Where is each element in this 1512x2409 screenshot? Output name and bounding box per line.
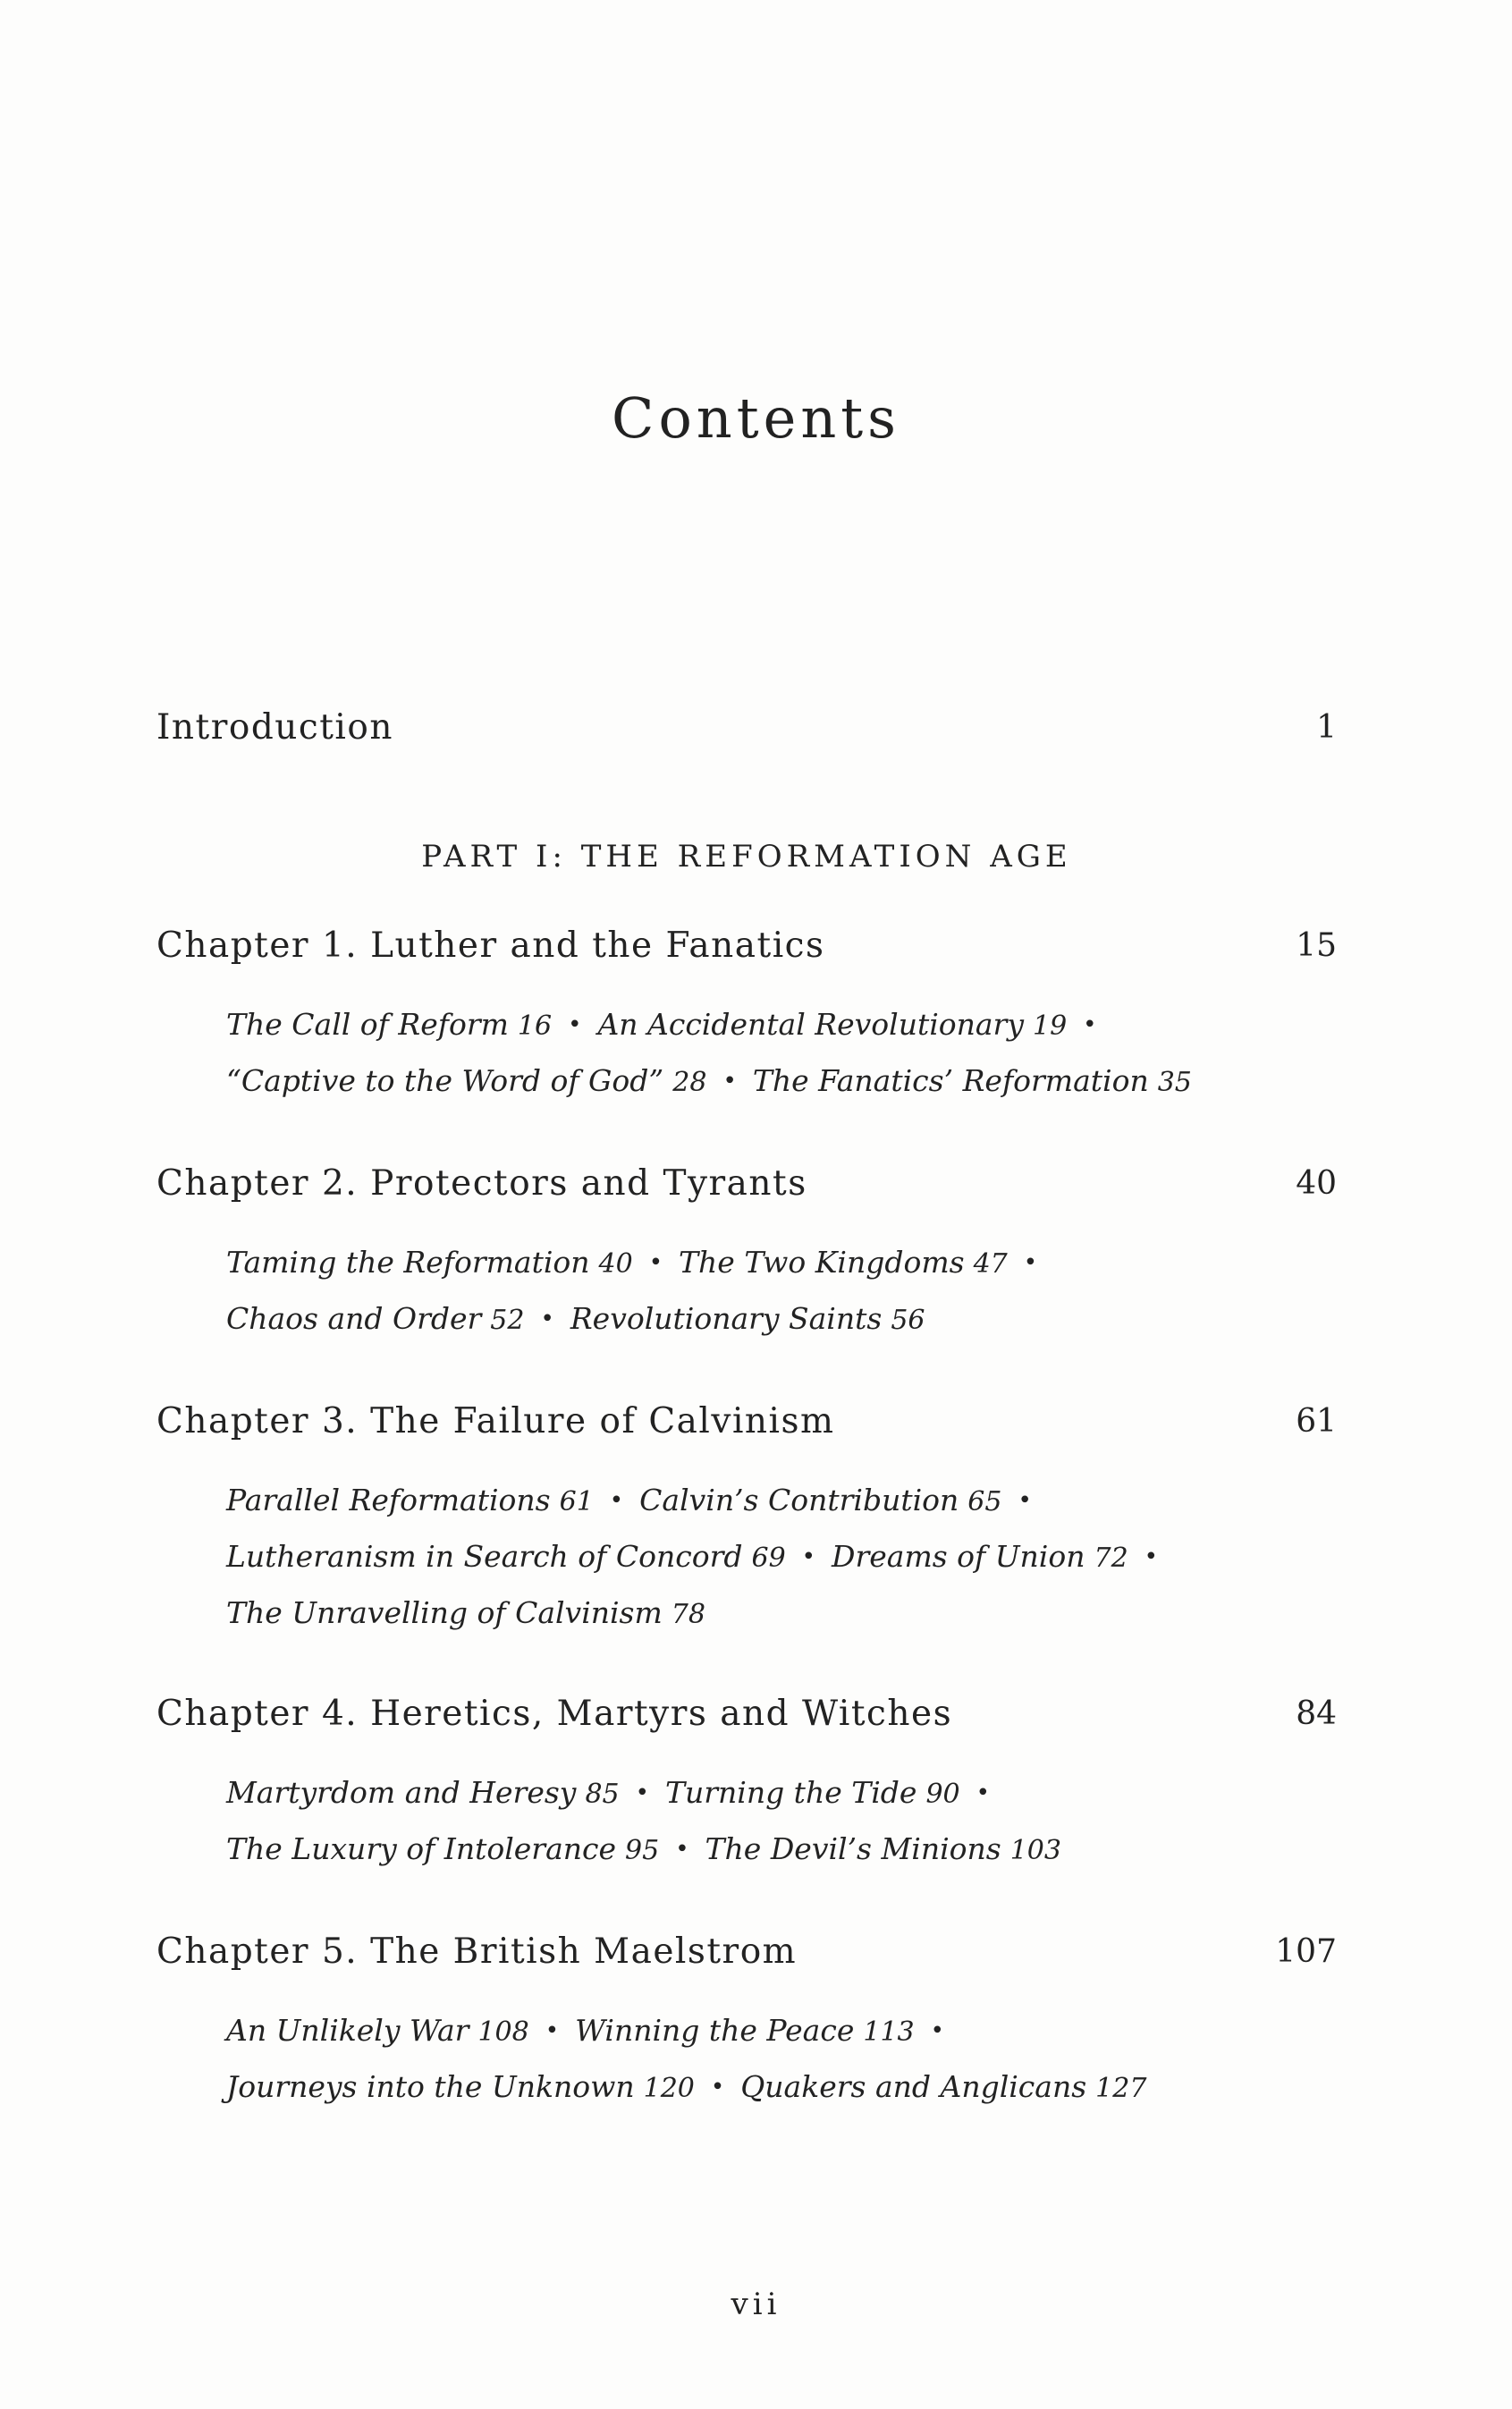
chapter-page-number: 61 bbox=[1296, 1403, 1337, 1440]
chapter-title: Chapter 4. Heretics, Martyrs and Witches bbox=[156, 1694, 953, 1734]
section-line bbox=[226, 1765, 1246, 1822]
section-entry[interactable]: An Unlikely War 108 bbox=[226, 2013, 529, 2048]
bullet-separator: • bbox=[609, 1487, 624, 1514]
part-heading: PART I: THE REFORMATION AGE bbox=[421, 839, 1072, 875]
chapter-3-sections bbox=[226, 1473, 1246, 1642]
section-entry[interactable]: Chaos and Order 52 bbox=[226, 1301, 525, 1336]
section-entry[interactable]: The Luxury of Intolerance 95 bbox=[226, 1831, 660, 1866]
bullet-separator: • bbox=[1018, 1487, 1032, 1514]
section-entry[interactable]: Dreams of Union 72 bbox=[832, 1539, 1128, 1574]
section-entry[interactable]: An Accidental Revolutionary 19 bbox=[597, 1007, 1068, 1042]
section-line bbox=[226, 1235, 1246, 1291]
section-entry[interactable]: Quakers and Anglicans 127 bbox=[740, 2069, 1147, 2104]
section-entry[interactable]: Taming the Reformation 40 bbox=[226, 1245, 633, 1280]
section-line bbox=[226, 2059, 1246, 2116]
section-line bbox=[226, 1822, 1246, 1878]
section-entry[interactable]: The Fanatics’ Reformation 35 bbox=[752, 1063, 1192, 1098]
bullet-separator: • bbox=[930, 2017, 944, 2044]
section-line bbox=[226, 1529, 1246, 1585]
section-line bbox=[226, 1291, 1246, 1348]
chapter-page-number: 84 bbox=[1296, 1695, 1337, 1732]
page-title: Contents bbox=[612, 385, 900, 451]
bullet-separator: • bbox=[976, 1779, 990, 1806]
bullet-separator: • bbox=[801, 1543, 816, 1570]
section-line bbox=[226, 997, 1246, 1053]
chapter-5-sections bbox=[226, 2003, 1246, 2116]
section-entry[interactable]: The Two Kingdoms 47 bbox=[679, 1245, 1008, 1280]
chapter-title: Chapter 5. The British Maelstrom bbox=[156, 1931, 798, 1972]
page-folio: vii bbox=[731, 2286, 781, 2322]
bullet-separator: • bbox=[635, 1779, 649, 1806]
toc-entry-introduction[interactable] bbox=[156, 701, 1337, 755]
section-entry[interactable]: Journeys into the Unknown 120 bbox=[226, 2069, 695, 2104]
chapter-page-number: 40 bbox=[1296, 1165, 1337, 1202]
section-entry[interactable]: Martyrdom and Heresy 85 bbox=[226, 1775, 620, 1810]
section-line bbox=[226, 1585, 1246, 1642]
chapter-title: Chapter 3. The Failure of Calvinism bbox=[156, 1401, 835, 1441]
toc-entry-chapter-1[interactable] bbox=[156, 919, 1337, 973]
section-line bbox=[226, 2003, 1246, 2059]
bullet-separator: • bbox=[1144, 1543, 1159, 1570]
toc-entry-chapter-2[interactable] bbox=[156, 1157, 1337, 1211]
entry-title: Introduction bbox=[156, 707, 393, 748]
section-entry[interactable]: Winning the Peace 113 bbox=[575, 2013, 915, 2048]
chapter-page-number: 15 bbox=[1296, 927, 1337, 964]
chapter-title: Chapter 2. Protectors and Tyrants bbox=[156, 1163, 807, 1204]
bullet-separator: • bbox=[710, 2074, 725, 2100]
section-entry[interactable]: The Unravelling of Calvinism 78 bbox=[226, 1595, 705, 1630]
section-entry[interactable]: Turning the Tide 90 bbox=[664, 1775, 960, 1810]
bullet-separator: • bbox=[675, 1836, 689, 1863]
chapter-1-sections bbox=[226, 997, 1246, 1110]
section-entry[interactable]: “Captive to the Word of God” 28 bbox=[226, 1063, 707, 1098]
section-line bbox=[226, 1473, 1246, 1529]
bullet-separator: • bbox=[545, 2017, 560, 2044]
section-entry[interactable]: Revolutionary Saints 56 bbox=[570, 1301, 925, 1336]
section-entry[interactable]: The Devil’s Minions 103 bbox=[705, 1831, 1061, 1866]
bullet-separator: • bbox=[1023, 1249, 1038, 1276]
section-entry[interactable]: Calvin’s Contribution 65 bbox=[639, 1483, 1002, 1517]
toc-entry-chapter-5[interactable] bbox=[156, 1925, 1337, 1979]
bullet-separator: • bbox=[1083, 1011, 1097, 1038]
bullet-separator: • bbox=[722, 1068, 737, 1095]
bullet-separator: • bbox=[568, 1011, 582, 1038]
chapter-4-sections bbox=[226, 1765, 1246, 1878]
section-entry[interactable]: Lutheranism in Search of Concord 69 bbox=[226, 1539, 786, 1574]
toc-entry-chapter-3[interactable] bbox=[156, 1395, 1337, 1449]
section-line bbox=[226, 1053, 1246, 1110]
section-entry[interactable]: Parallel Reformations 61 bbox=[226, 1483, 594, 1517]
bullet-separator: • bbox=[648, 1249, 663, 1276]
section-entry[interactable]: The Call of Reform 16 bbox=[226, 1007, 553, 1042]
chapter-2-sections bbox=[226, 1235, 1246, 1348]
chapter-page-number: 107 bbox=[1275, 1933, 1337, 1970]
bullet-separator: • bbox=[540, 1306, 554, 1332]
entry-page-number: 1 bbox=[1316, 709, 1337, 746]
toc-entry-chapter-4[interactable] bbox=[156, 1687, 1337, 1741]
chapter-title: Chapter 1. Luther and the Fanatics bbox=[156, 926, 825, 966]
